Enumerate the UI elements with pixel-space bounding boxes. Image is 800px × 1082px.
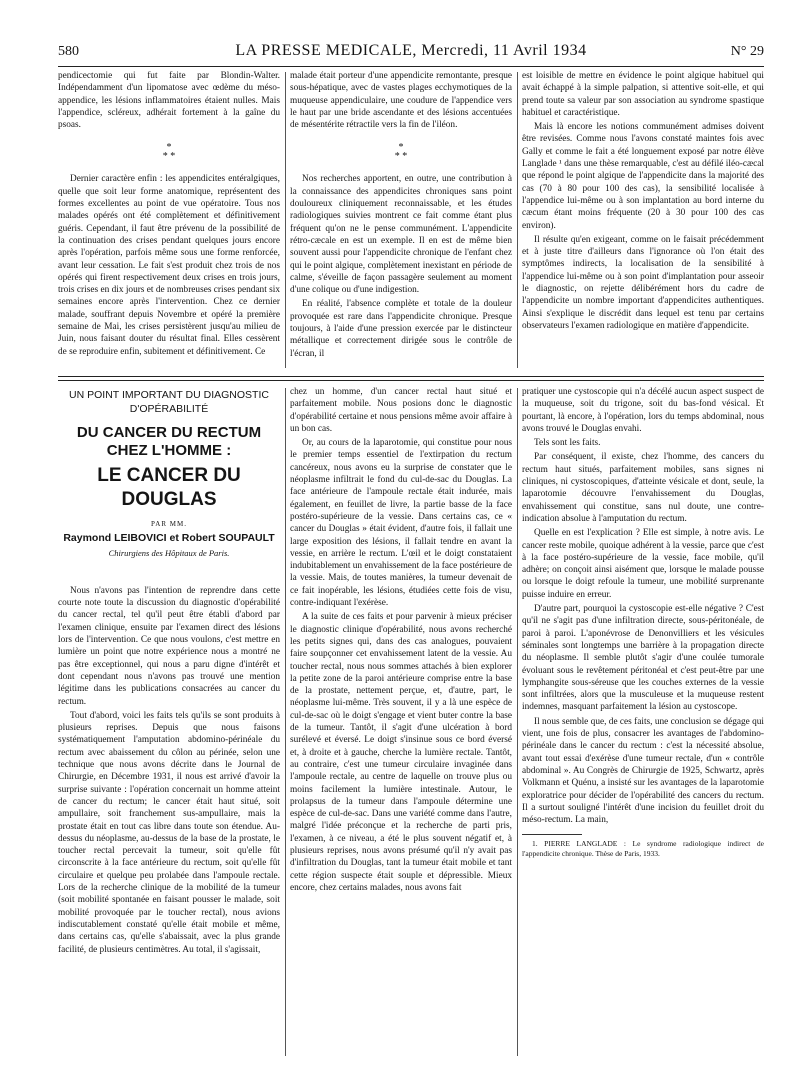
page-number: 580 xyxy=(58,44,79,59)
top-column-1 xyxy=(58,70,280,370)
paragraph: Nous n'avons pas l'intention de reprendre dans cette courte note toute la discussion du diagnostic d'opérabilité du cancer rectal, tel qu'il peut être établi d'abord par l'examen clinique, ensuite par l'examen direct des lésions lors de l'intervention. Ce que nous voulons, c'est mettre en lumière un point que notre expérience nous a montré ne pas être exceptionnel, qui nous a paru digne d'intérêt et dont cependant nous n'avons pas trouvé une mention légitime dans les publications consacrées au cancer du rectum. xyxy=(58,585,280,707)
column-divider xyxy=(517,72,518,368)
header-rule xyxy=(58,66,764,67)
journal-title: LA PRESSE MEDICALE, Mercredi, 11 Avril 1934 xyxy=(235,42,587,59)
paragraph: Tels sont les faits. xyxy=(534,438,601,449)
paragraph: malade était porteur d'une appendicite remontante, presque sous-hépatique, avec de vastes plages ecchymotiques de la muqueuse appendiculaire, une coudure de l'appendice vers le haut par une bride ascendante et des lésions accentuées de mésentérite rétractile vers la fin de l'iléon. xyxy=(290,71,512,131)
section-separator: * * * xyxy=(162,142,176,163)
paragraph: est loisible de mettre en évidence le point algique habituel qui avait échappé à la simple palpation, si attentive soit-elle, et qui prend toute sa valeur par son association au syndrome spastique habituel et caractéristique. xyxy=(522,71,764,118)
article-title: LE CANCER DU DOUGLAS xyxy=(97,465,241,510)
paragraph: Or, au cours de la laparotomie, qui constitue pour nous le premier temps essentiel de l'extirpation du rectum cancéreux, nous avons eu la surprise de constater que le néoplasme infiltrait le fond du cul-de-sac du Douglas. La face antérieure de l'ampoule rectale était indurée, mais également, en feuillet de livre, la partie basse de la face postéro-supérieure de la vessie. Dans certains cas, ce « cancer du Douglas » était évident, d'autre fois, il fallait une large exposition des lésions, il fallait tendre en avant la vessie, en arrière le rectum. L'œil et le doigt constataient indubitablement un envahissement de la face postérieure de la vessie. Mais, de toutes manières, la tumeur devenait de ce fait inopérable, les lésions, étudiées cette fois de visu, contre-indiquant l'exérèse. xyxy=(290,438,512,609)
article-column-2 xyxy=(290,386,512,1058)
paragraph: D'autre part, pourquoi la cystoscopie est-elle négative ? C'est qu'il ne s'agit pas d'une infiltration directe, sous-péritonéale, de paroi à paroi. L'aponévrose de Denonvilliers et les vésicules séminales sont longtemps une barrière à la propagation directe du néoplasme. Il semble plutôt s'agir d'une coulée tumorale évoluant sous le revêtement péritonéal et c'est peut-être par une lymphangite sous-séreuse que les couches externes de la vessie sont infiltrées, alors que la musculeuse et la muqueuse restent indemnes, masquant parfaitement la lésion au cystoscope. xyxy=(522,604,764,713)
paragraph: Nos recherches apportent, en outre, une contribution à la connaissance des appendicites chroniques sans point douloureux cliniquement reconnaissable, et les études radiologiques suivies montrent ce fait comme étant plus fréquent qu'on ne le pense communément. L'appendicite rétro-cæcale en est un exemple. Il en est de même bien souvent aussi pour l'appendicite chronique de l'enfant chez qui le point algique, complètement inexistant en période de calme, s'éveille de façon passagère seulement au moment d'une colique ou d'une indigestion. xyxy=(290,174,512,296)
page-header xyxy=(58,40,764,62)
top-column-3 xyxy=(522,70,764,370)
article-column-1 xyxy=(58,386,280,1058)
paragraph: En réalité, l'absence complète et totale de la douleur provoquée est rare dans l'appendicite chronique. Presque toujours, à l'aide d'une pression exercée par le distincteur métallique et correctement dirigée sous le contrôle de l'écran, il xyxy=(290,299,512,359)
article-column-3 xyxy=(522,386,764,1058)
section-double-rule xyxy=(58,376,764,381)
paragraph: pendicectomie qui fut faite par Blondin-Walter. Indépendamment d'un lipomatose avec œdème du méso-appendice, les lésions inflammatoires étaient nulles. Mais l'appendice, scléreux, adhérait fortement à la gaîne du psoas. xyxy=(58,71,280,131)
author-affiliation: Chirurgiens des Hôpitaux de Paris. xyxy=(108,547,230,558)
paragraph: Mais là encore les notions communément admises doivent être revisées. Comme nous l'avons constaté maintes fois avec Gally et comme le fait a été longuement exposé par notre élève Langlade ¹ dans une thèse remarquable, c'est au défilé iléo-cæcal que répond le point algique de l'appendicite dans la majorité des cas (70 à 80 pour 100 des cas), la sensibilité localisée à l'appendice lui-même ou à son implantation au bord interne du cæcum étant moins fréquente (20 à 30 pour 100 des cas environ). xyxy=(522,122,764,231)
article-heading xyxy=(58,388,280,559)
paragraph: Quelle en est l'explication ? Elle est simple, à notre avis. Le cancer reste mobile, quoique adhérent à la vessie, parce que c'est à la face postéro-supérieure de la vessie, face mobile, qu'il adhère; on conçoit ainsi aisément que, lorsque le malade pousse ou lorsque le doigt refoule la tumeur, une mobilité surprenante puisse induire en erreur. xyxy=(522,528,764,600)
top-column-2 xyxy=(290,70,512,370)
paragraph: Par conséquent, il existe, chez l'homme, des cancers du rectum haut situés, parfaitement mobiles, sans signes ni cliniques, ni cystoscopiques, d'atteinte vésicale et dont, seule, la laparotomie découvre l'envahissement du Douglas, envahissement qui constitue, sans nul doute, une contre-indication absolue à l'amputation du rectum. xyxy=(522,452,764,524)
column-divider xyxy=(285,72,286,368)
paragraph: Il nous semble que, de ces faits, une conclusion se dégage qui vient, une fois de plus, consacrer les avantages de l'abdomino-périnéale dans le cancer du rectum : c'est la nécessité absolue, avant tout essai d'exérèse d'une tumeur rectale, d'un « contrôle abdominal ». Au Congrès de Chirurgie de 1925, Schwartz, après Volkmann et Quénu, a insisté sur les avantages de la laparotomie exploratrice pour décider de l'opérabilité des cancers du rectum. Il a surtout souligné l'intérêt d'une incision du feuillet droit du méso-rectum. La main, xyxy=(522,716,764,826)
paragraph: chez un homme, d'un cancer rectal haut situé et parfaitement mobile. Nous posions donc le diagnostic d'opérabilité certaine et nous pensions même avoir affaire à un bon cas. xyxy=(290,387,512,434)
column-divider xyxy=(285,388,286,1056)
paragraph: pratiquer une cystoscopie qui n'a décélé aucun aspect suspect de la muqueuse, soit du trigone, soit du bas-fond vésical. Et pourtant, là encore, à l'opération, lors du temps abdominal, nous avons trouvé le Douglas envahi. xyxy=(522,387,764,434)
section-separator: * * * xyxy=(394,142,408,163)
article-authors: Raymond LEIBOVICI et Robert SOUPAULT xyxy=(63,532,275,545)
paragraph: Dernier caractère enfin : les appendicites entéralgiques, quelle que soit leur forme anatomique, représentent des formes excellentes au point de vue opératoire. Tous nos malades opérés ont été complètement et définitivement guéris. Cependant, il faut être prévenu de la possibilité de la continuation des crises pendant quelques jours encore après l'opération, parfois même sous une forme renforcée, avant leur cessation. Le fait s'est produit chez trois de nos opérés qui firent respectivement deux crises en trois jours, trois crises en dix jours et de nombreuses crises pendant six semaines encore après l'intervention. Chez ce dernier malade, souffrant depuis Novembre et opéré la première semaine de Mai, les crises persistèrent jusqu'au milieu de Juin, nous faisant douter du résultat final. Elles cessèrent de se reproduire enfin, subitement et définitivement. Ce xyxy=(58,174,280,357)
paragraph: A la suite de ces faits et pour parvenir à mieux préciser le diagnostic clinique d'opérabilité, nous avons recherché les petits signes qui, dans des cas analogues, pouvaient faire soupçonner cet envahissement latent de la vessie. Au toucher rectal, nous nous sommes attachés à bien explorer la petite zone de la paroi antérieure comprise entre la base de la prostate, nettement perçue, et, d'autre, part, le néoplasme lui-même. Très souvent, il y a là une espèce de cul-de-sac où le doigt s'engage et vient buter contre la base de la tumeur. Tantôt, il s'agit d'une ulcération à bord surélevé et éversé. Le doigt s'insinue sous ce bord éversé et, à droite et à gauche, cherche la lumière rectale. Tantôt, au contraire, c'est une tumeur circulaire invaginée dans l'ampoule rectale, au centre de laquelle on trouve plus ou moins facilement la lumière intestinale. Autour, le prolapsus de la tumeur dans l'ampoule détermine une espèce de cul-de-sac. Dans une variété comme dans l'autre, malgré l'idée préconçue et la recherche de parti pris, l'examen, à ce niveau, a été le plus souvent négatif et, à plusieurs reprises, nous avons présumé qu'il n'y avait pas d'infiltration du Douglas, tant la tumeur était mobile et tant cette région suspecte était souple et dépressible. Mieux encore, chez certains malades, nous avons fait xyxy=(290,612,512,893)
footnote: 1. PIERRE LANGLADE : Le syndrome radiologique indirect de l'appendicite chronique. Thèse de Paris, 1933. xyxy=(522,839,764,859)
byline-prefix: PAR MM. xyxy=(151,520,187,528)
article-kicker: UN POINT IMPORTANT DU DIAGNOSTIC D'OPÉRABILITÉ xyxy=(69,389,269,415)
paragraph: Il résulte qu'en exigeant, comme on le faisait précédemment et à juste titre d'ailleurs dans l'ignorance où l'on était des symptômes indirects, la localisation de la sensibilité à l'appendice lui-même ou à son point d'implantation pour asseoir le diagnostic, on rejette délibérément hors du cadre de l'appendicite un nombre important d'appendicites authentiques. Ainsi s'explique le discrédit dans lequel est tenu par certains observateurs l'examen radiologique en matière d'appendicite. xyxy=(522,234,764,331)
paragraph: Tout d'abord, voici les faits tels qu'ils se sont produits à plusieurs reprises. Depuis que nous faisons systématiquement l'amputation abdomino-périnéale du rectum avec abaissement du côlon au périnée, selon une technique que nous avons décrite dans le Journal de Chirurgie, en Décembre 1931, il nous est arrivé d'avoir la surprise suivante : l'opération concernait un homme atteint de cancer du rectum; le cancer était haut situé, soit ampullaire, soit franchement sus-ampullaire, mais la prostate était en tout cas libre dans toute son étendue. Au-dessus du néoplasme, au-dessus de la base de la prostate, le toucher rectal percevait la tumeur, soit qu'elle fût circonscrite à la face antérieure du rectum, soit qu'elle fût circulaire et quelque peu prolabée dans l'ampoule rectale. Lors de la recherche clinique de la mobilité de la tumeur (soit mobilité spontanée en faisant pousser le malade, soit mobilité provoquée par le toucher rectal), nous avions indiscutablement constaté qu'elle était mobile et même, dans certains cas, qu'elle s'abaissait, avec la plus grande facilité, de plusieurs centimètres. Au total, il s'agissait, xyxy=(58,710,280,955)
column-divider xyxy=(517,388,518,1056)
article-subtitle: DU CANCER DU RECTUM CHEZ L'HOMME : xyxy=(76,424,262,459)
issue-number: N° 29 xyxy=(730,44,764,59)
footnote-rule xyxy=(522,834,582,835)
